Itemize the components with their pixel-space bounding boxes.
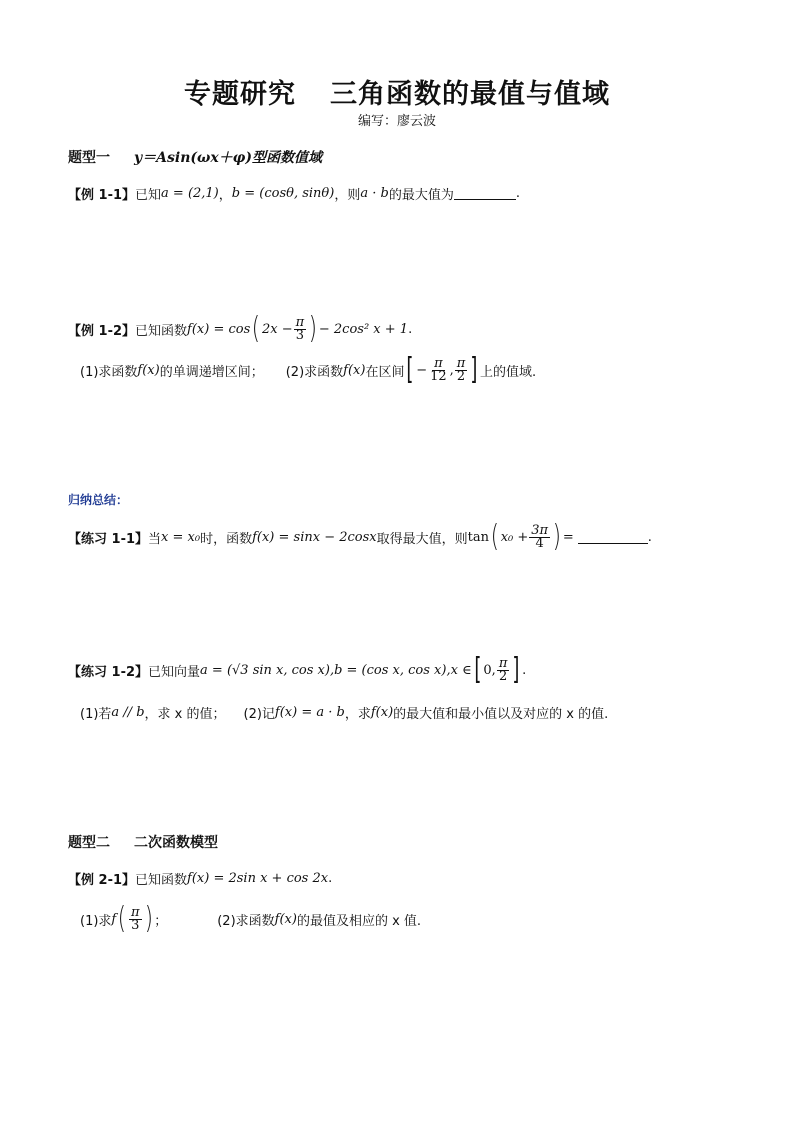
example-tag: 【例 1-1】 — [68, 188, 136, 203]
text: 的最大值和最小值以及对应的 x 的值. — [393, 707, 609, 722]
example-tag: 【例 1-2】 — [68, 323, 136, 339]
parallel-expr: a // b — [111, 705, 145, 720]
question-2: (2)求函数 — [217, 913, 275, 929]
question-1: (1)求 — [80, 913, 112, 929]
practice-1-1 — [68, 520, 652, 554]
text: 已知 — [135, 188, 162, 203]
right-paren: ) — [552, 519, 562, 554]
question-1: (1)求函数 — [80, 364, 138, 380]
numerator: π — [456, 355, 466, 371]
text: 的单调递增区间； — [159, 364, 264, 380]
minus-sign: − — [416, 362, 428, 378]
text: ，则 — [334, 188, 361, 203]
function-expr: f(x) = a · b — [274, 705, 345, 720]
denominator: 2 — [456, 368, 466, 384]
text: 当 — [148, 531, 162, 547]
left-paren: ( — [252, 311, 261, 346]
left-paren: ( — [117, 901, 127, 936]
text: 已知函数 — [135, 873, 188, 888]
numerator: π — [498, 655, 508, 671]
answer-blank[interactable] — [578, 531, 648, 544]
function-expr: f(x) = sinx − 2cosx — [252, 529, 377, 545]
text: 已知函数 — [135, 323, 188, 339]
text: . — [328, 871, 333, 886]
vector-a: a = (√3 sin x, cos x), — [200, 662, 335, 678]
text: ； — [154, 913, 168, 929]
question-1: (1)若 — [80, 707, 112, 722]
denominator: 2 — [498, 668, 508, 684]
question-2: (2)记 — [243, 707, 275, 722]
fraction — [529, 522, 550, 551]
section-2-label: 题型二 — [68, 835, 110, 851]
title-left: 专题研究 — [184, 79, 296, 110]
text: 上的值域. — [480, 364, 537, 380]
title-right: 三角函数的最值与值域 — [330, 79, 610, 110]
denominator: 12 — [430, 368, 447, 384]
function-expr: f(x) = cos — [187, 321, 251, 337]
text: ，求 — [344, 707, 371, 722]
x-value: x = x₀ — [161, 529, 201, 545]
right-bracket: ] — [470, 352, 478, 387]
right-paren: ) — [144, 901, 153, 936]
text: 的最大值为 — [388, 188, 454, 203]
section-heading-2 — [68, 832, 218, 852]
tan-label: tan — [467, 529, 489, 545]
section-1-label: 题型一 — [68, 150, 110, 166]
inner-expr: 2x − — [261, 321, 293, 337]
text: 的最值及相应的 x 值. — [296, 913, 422, 929]
vector-b: b = (cosθ, sinθ) — [231, 186, 335, 201]
left-bracket: [ — [474, 652, 482, 687]
tail-expr: − 2cos² x + 1 — [318, 321, 409, 337]
function-ref: f(x) — [137, 362, 160, 378]
x0-expr: x₀ + — [500, 529, 529, 545]
text: . — [522, 662, 527, 678]
text: . — [408, 321, 413, 337]
section-2-name: 二次函数模型 — [134, 835, 218, 851]
right-bracket: ] — [512, 652, 520, 687]
numerator: 3π — [531, 522, 549, 538]
fraction — [428, 355, 449, 384]
practice-tag: 【练习 1-2】 — [68, 664, 149, 680]
fraction — [129, 904, 142, 933]
vector-b: b = (cos x, cos x), — [334, 662, 451, 678]
function-ref: f(x) — [274, 911, 297, 927]
example-1-1 — [68, 184, 520, 203]
fraction — [294, 314, 307, 343]
right-paren: ) — [308, 311, 318, 346]
practice-1-2-questions — [80, 703, 608, 722]
fraction — [497, 655, 510, 684]
practice-1-2 — [68, 652, 526, 688]
text: 取得最大值，则 — [376, 531, 468, 547]
function-expr: f(x) = 2sin x + cos 2x — [187, 871, 329, 886]
comma: , — [449, 362, 454, 378]
interval-start: 0, — [483, 662, 496, 678]
text: . — [647, 529, 652, 545]
section-1-formula: y＝Asin(ωx＋φ)型函数值域 — [134, 150, 322, 166]
text: 在区间 — [365, 364, 405, 380]
function-ref: f(x) — [370, 705, 394, 720]
example-tag: 【例 2-1】 — [68, 873, 136, 888]
question-2: (2)求函数 — [285, 364, 344, 380]
left-paren: ( — [490, 519, 499, 554]
left-bracket: [ — [406, 352, 414, 387]
practice-tag: 【练习 1-1】 — [68, 531, 149, 547]
function-ref: f — [111, 911, 117, 927]
text: . — [515, 186, 520, 201]
section-heading-1 — [68, 147, 322, 167]
text: 时，函数 — [200, 531, 253, 547]
example-1-2-questions — [80, 352, 536, 388]
example-2-1 — [68, 869, 332, 888]
numerator: π — [295, 314, 305, 330]
vector-a: a = (2,1) — [161, 186, 219, 201]
denominator: 4 — [535, 535, 544, 551]
numerator: π — [434, 355, 443, 371]
function-ref: f(x) — [343, 362, 366, 378]
example-1-2 — [68, 312, 412, 346]
denominator: 3 — [131, 917, 140, 933]
equals-sign: = — [562, 529, 574, 545]
author-line: 编写：廖云波 — [357, 114, 436, 129]
numerator: π — [130, 904, 140, 920]
answer-blank[interactable] — [454, 187, 516, 200]
denominator: 3 — [295, 327, 305, 343]
fraction — [455, 355, 468, 384]
summary-label: 归纳总结： — [68, 493, 129, 507]
dot-product: a · b — [360, 186, 389, 201]
text: ， — [218, 188, 232, 203]
x-domain: x ∈ — [450, 662, 472, 678]
example-2-1-questions — [80, 902, 421, 936]
page-title — [0, 72, 794, 111]
text: 已知向量 — [148, 664, 201, 680]
text: ，求 x 的值； — [144, 707, 226, 722]
